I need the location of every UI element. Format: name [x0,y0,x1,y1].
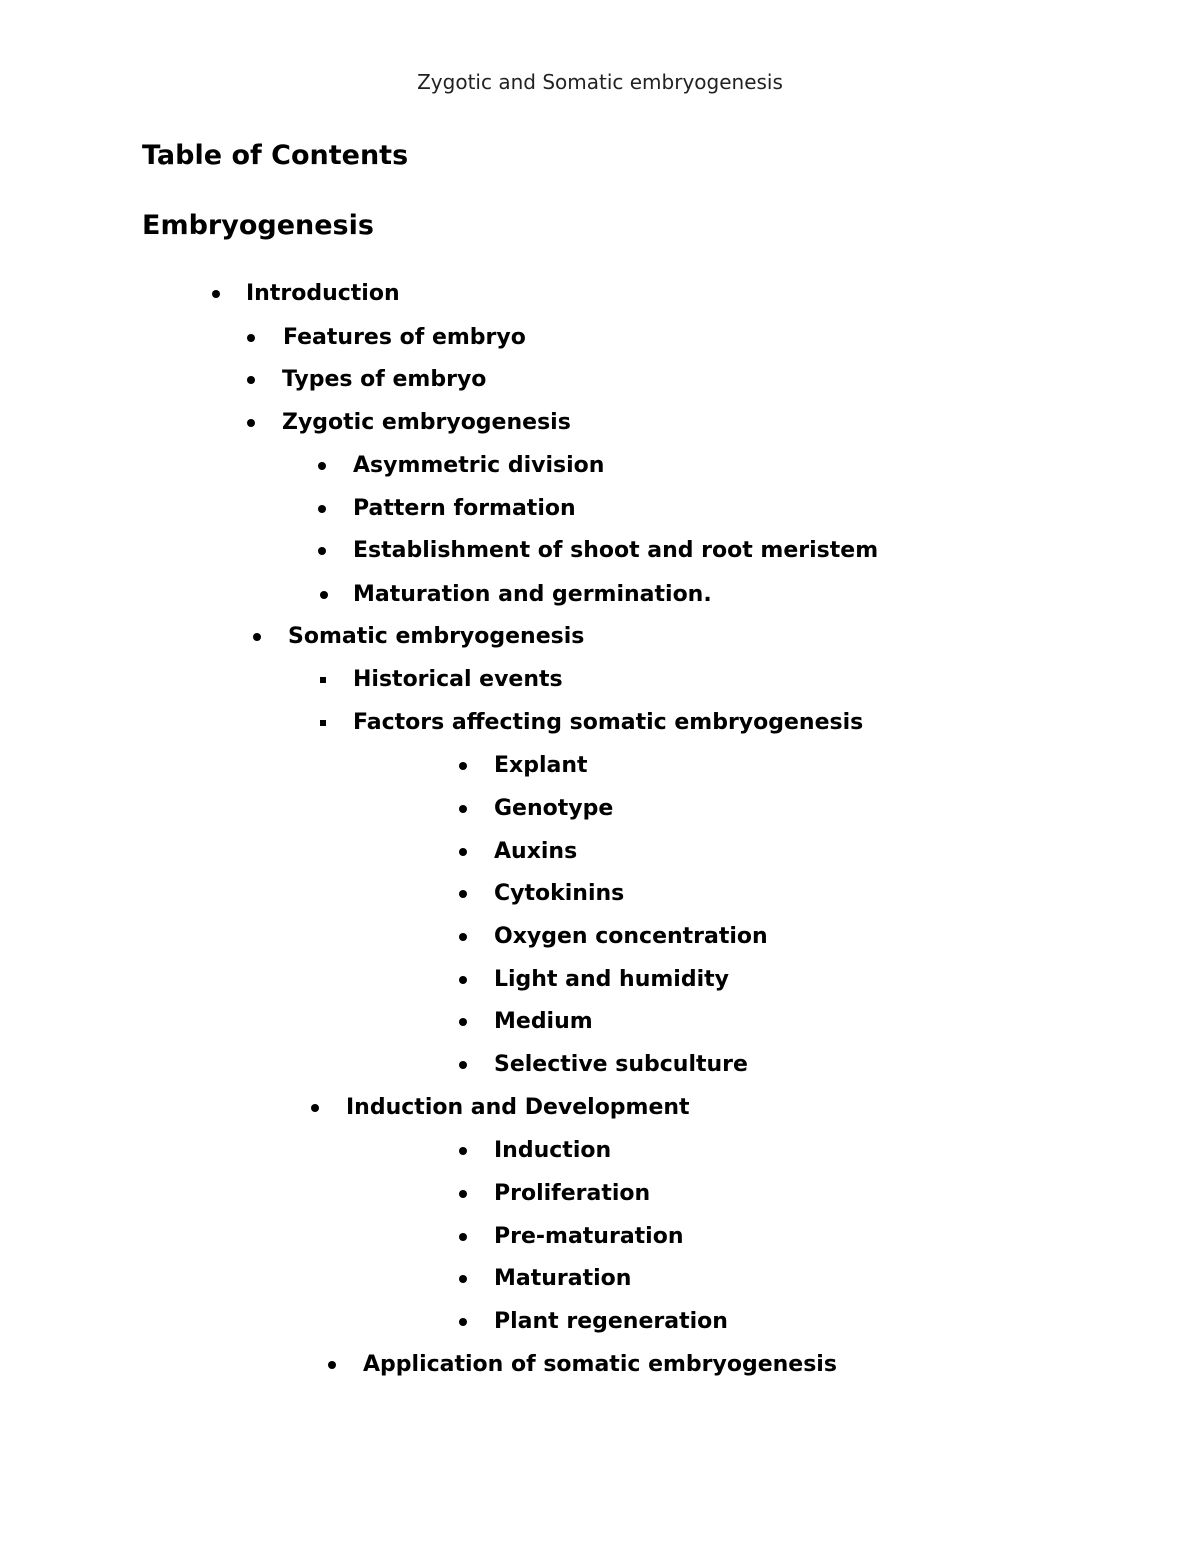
toc-item-explant[interactable] [457,752,588,780]
toc-item-label: Proliferation [494,1181,651,1206]
toc-item-cytokinins[interactable] [457,880,624,908]
toc-item-selective-subculture[interactable] [457,1051,748,1079]
toc-item-label: Auxins [494,839,578,864]
toc-item-light-and-humidity[interactable] [457,966,729,994]
toc-item-maturation[interactable] [457,1265,631,1293]
toc-item-features-of-embryo[interactable] [245,324,526,352]
toc-item-somatic-embryogenesis[interactable] [251,623,584,651]
toc-item-induction[interactable] [457,1137,611,1165]
toc-item-label: Establishment of shoot and root meristem [353,538,879,563]
toc-item-induction-and-development[interactable] [309,1094,690,1122]
toc-item-factors-affecting-somatic-embryogenesis[interactable] [317,709,863,737]
toc-item-historical-events[interactable] [317,666,563,694]
toc-heading: Table of Contents [142,140,409,171]
toc-item-label: Features of embryo [283,325,526,350]
toc-item-label: Pre-maturation [494,1224,684,1249]
toc-item-label: Maturation and germination. [353,582,712,607]
toc-item-label: Historical events [353,667,563,692]
toc-item-oxygen-concentration[interactable] [457,923,768,951]
page-header: Zygotic and Somatic embryogenesis [417,70,783,94]
toc-item-label: Factors affecting somatic embryogenesis [353,710,864,735]
toc-item-label: Plant regeneration [494,1309,728,1334]
toc-item-label: Introduction [246,281,400,306]
toc-item-label: Light and humidity [494,967,729,992]
toc-item-application-of-somatic-embryogenesis[interactable] [326,1351,837,1379]
toc-item-proliferation[interactable] [457,1180,650,1208]
toc-item-label: Types of embryo [282,367,487,392]
toc-item-pre-maturation[interactable] [457,1223,684,1251]
toc-item-asymmetric-division[interactable] [316,452,604,480]
toc-item-auxins[interactable] [457,838,577,866]
toc-item-introduction[interactable] [210,280,400,308]
toc-item-label: Explant [494,753,588,778]
toc-item-label: Oxygen concentration [494,924,768,949]
toc-item-label: Selective subculture [494,1052,748,1077]
toc-item-label: Somatic embryogenesis [288,624,585,649]
toc-item-label: Induction [494,1138,612,1163]
toc-item-pattern-formation[interactable] [316,495,576,523]
toc-item-label: Application of somatic embryogenesis [363,1352,837,1377]
toc-item-label: Genotype [494,796,614,821]
toc-item-genotype[interactable] [457,795,613,823]
toc-item-label: Zygotic embryogenesis [282,410,571,435]
toc-item-label: Pattern formation [353,496,576,521]
toc-item-zygotic-embryogenesis[interactable] [245,409,571,437]
toc-item-label: Induction and Development [346,1095,690,1120]
toc-item-label: Maturation [494,1266,632,1291]
toc-item-label: Medium [494,1009,593,1034]
section-title: Embryogenesis [142,210,374,241]
toc-item-maturation-and-germination[interactable] [318,581,712,609]
toc-item-plant-regeneration[interactable] [457,1308,728,1336]
toc-item-label: Cytokinins [494,881,625,906]
toc-item-establishment-of-shoot-and-root-meristem[interactable] [316,537,878,565]
toc-item-label: Asymmetric division [353,453,605,478]
toc-item-medium[interactable] [457,1008,593,1036]
toc-item-types-of-embryo[interactable] [245,366,486,394]
